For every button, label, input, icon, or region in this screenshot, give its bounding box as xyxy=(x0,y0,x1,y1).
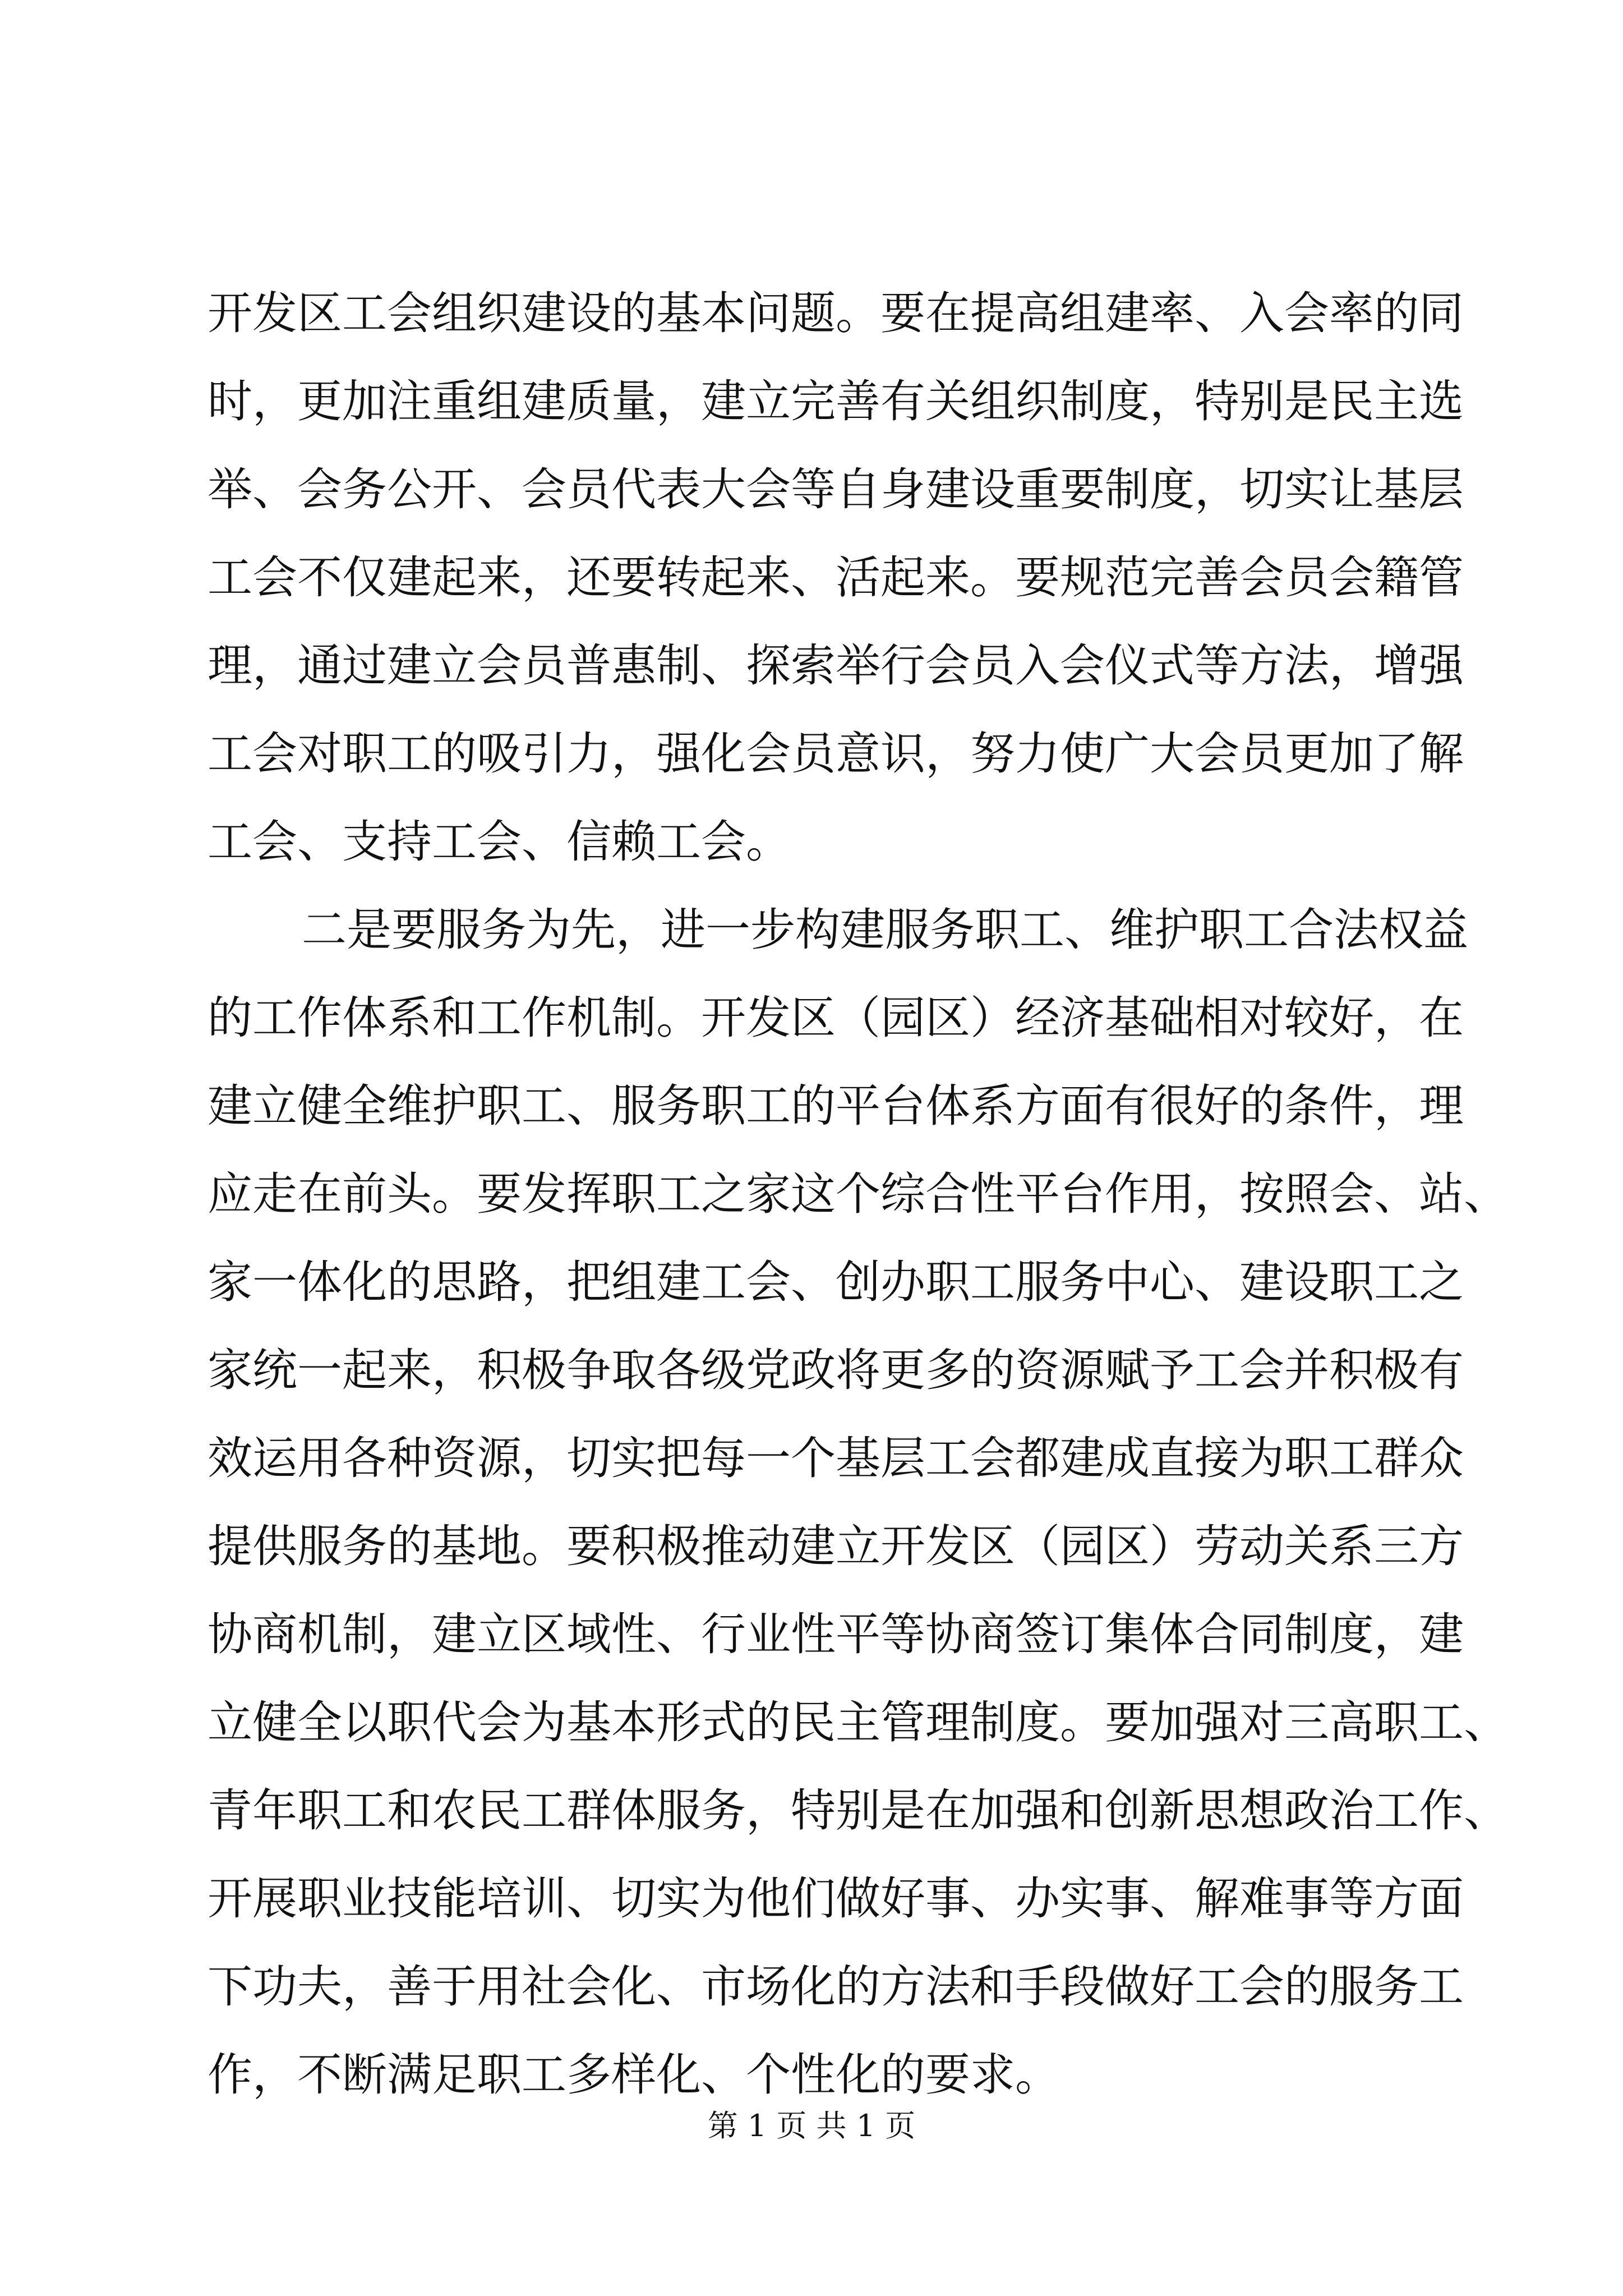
paragraph-2-line-13: 下功夫，善于用社会化、市场化的方法和手段做好工会的服务工 xyxy=(208,1961,1464,2013)
paragraph-1-line-1: 开发区工会组织建设的基本问题。要在提高组建率、入会率的同 xyxy=(208,287,1464,339)
paragraph-1-line-5: 理，通过建立会员普惠制、探索举行会员入会仪式等方法，增强 xyxy=(208,639,1464,692)
paragraph-2-line-4: 应走在前头。要发挥职工之家这个综合性平台作用，按照会、站、 xyxy=(208,1168,1509,1220)
paragraph-2-line-12: 开展职业技能培训、切实为他们做好事、办实事、解难事等方面 xyxy=(208,1872,1464,1925)
paragraph-2-line-10: 立健全以职代会为基本形式的民主管理制度。要加强对三高职工、 xyxy=(208,1696,1509,1749)
paragraph-2-line-6: 家统一起来，积极争取各级党政将更多的资源赋予工会并积极有 xyxy=(208,1344,1464,1396)
paragraph-2-line-11: 青年职工和农民工群体服务，特别是在加强和创新思想政治工作、 xyxy=(208,1784,1509,1837)
document-body xyxy=(208,269,1509,2119)
paragraph-1-line-4: 工会不仅建起来，还要转起来、活起来。要规范完善会员会籍管 xyxy=(208,551,1464,604)
paragraph-2-line-8: 提供服务的基地。要积极推动建立开发区（园区）劳动关系三方 xyxy=(208,1520,1464,1572)
paragraph-2-line-5: 家一体化的思路，把组建工会、创办职工服务中心、建设职工之 xyxy=(208,1256,1464,1308)
paragraph-1-line-2: 时，更加注重组建质量，建立完善有关组织制度，特别是民主选 xyxy=(208,375,1464,427)
paragraph-2-line-2: 的工作体系和工作机制。开发区（园区）经济基础相对较好，在 xyxy=(208,992,1464,1044)
paragraph-2-line-3: 建立健全维护职工、服务职工的平台体系方面有很好的条件，理 xyxy=(208,1080,1464,1132)
page-footer: 第 1 页 共 1 页 xyxy=(707,2108,916,2143)
paragraph-2-line-1: 二是要服务为先，进一步构建服务职工、维护职工合法权益 xyxy=(302,904,1468,956)
paragraph-2-line-7: 效运用各种资源，切实把每一个基层工会都建成直接为职工群众 xyxy=(208,1432,1464,1484)
paragraph-1-line-3: 举、会务公开、会员代表大会等自身建设重要制度，切实让基层 xyxy=(208,463,1464,516)
paragraph-2-line-9: 协商机制，建立区域性、行业性平等协商签订集体合同制度，建 xyxy=(208,1608,1464,1660)
paragraph-2-line-14: 作，不断满足职工多样化、个性化的要求。 xyxy=(208,2049,1060,2101)
paragraph-1-line-6: 工会对职工的吸引力，强化会员意识，努力使广大会员更加了解 xyxy=(208,728,1464,780)
paragraph-1-line-7: 工会、支持工会、信赖工会。 xyxy=(208,816,791,868)
